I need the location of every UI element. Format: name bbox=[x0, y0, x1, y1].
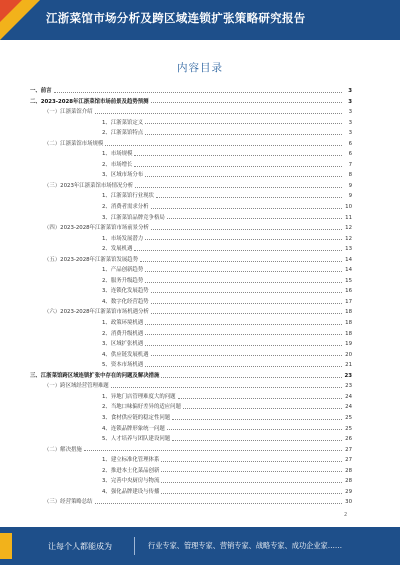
toc-entry-page: 27 bbox=[345, 457, 352, 464]
toc-entry[interactable] bbox=[30, 160, 352, 171]
toc-leader-dots bbox=[172, 440, 342, 441]
toc-entry-label: 1、建立标准化管理体系 bbox=[102, 457, 160, 464]
toc-entry-page: 3 bbox=[348, 130, 352, 137]
toc-leader-dots bbox=[145, 123, 342, 124]
toc-entry[interactable] bbox=[30, 118, 352, 129]
toc-leader-dots bbox=[145, 324, 342, 325]
toc-entry[interactable] bbox=[30, 191, 352, 202]
toc-entry-page: 6 bbox=[348, 151, 352, 158]
toc-leader-dots bbox=[134, 166, 342, 167]
toc-leader-dots bbox=[151, 102, 343, 103]
toc-leader-dots bbox=[145, 345, 342, 346]
toc-leader-dots bbox=[167, 218, 342, 219]
toc-entry[interactable] bbox=[30, 360, 352, 371]
toc-entry[interactable] bbox=[30, 170, 352, 181]
toc-leader-dots bbox=[134, 155, 342, 156]
toc-entry-label: （一）跨区域经营管理难题 bbox=[44, 383, 109, 390]
toc-leader-dots bbox=[54, 92, 342, 93]
toc-leader-dots bbox=[105, 145, 342, 146]
toc-entry-label: （三）经营策略总结 bbox=[44, 499, 93, 506]
toc-entry[interactable] bbox=[30, 107, 352, 118]
toc-entry[interactable] bbox=[30, 424, 352, 435]
toc-entry[interactable] bbox=[30, 329, 352, 340]
toc-entry[interactable] bbox=[30, 476, 352, 487]
toc-entry-label: 1、江浙菜馆行业现状 bbox=[102, 193, 154, 200]
toc-entry-page: 15 bbox=[345, 277, 352, 284]
toc-entry[interactable] bbox=[30, 318, 352, 329]
toc-heading: 内容目录 bbox=[177, 62, 223, 74]
toc-entry-label: 3、食材供应链的稳定性问题 bbox=[102, 414, 171, 421]
toc-entry-label: （六）2023-2028年江浙菜馆市场机遇分析 bbox=[44, 309, 149, 316]
toc-entry-label: 2、当地口味偏好差异的适应问题 bbox=[102, 404, 181, 411]
toc-entry[interactable] bbox=[30, 307, 352, 318]
toc-entry[interactable] bbox=[30, 276, 352, 287]
toc-leader-dots bbox=[84, 450, 342, 451]
toc-leader-dots bbox=[145, 271, 342, 272]
toc-leader-dots bbox=[111, 387, 342, 388]
toc-entry-page: 24 bbox=[345, 393, 352, 400]
toc-entry[interactable] bbox=[30, 487, 352, 498]
toc-entry-label: 3、江浙菜馆品牌竞争格局 bbox=[102, 214, 165, 221]
toc-entry[interactable] bbox=[30, 181, 352, 192]
toc-entry-label: 2、消费升级机遇 bbox=[102, 330, 144, 337]
toc-entry-label: 4、连锁品牌形象统一问题 bbox=[102, 425, 165, 432]
toc-entry[interactable] bbox=[30, 297, 352, 308]
toc-entry-label: 2、服务升级趋势 bbox=[102, 277, 144, 284]
toc-entry-page: 19 bbox=[345, 341, 352, 348]
toc-entry[interactable] bbox=[30, 255, 352, 266]
toc-leader-dots bbox=[156, 197, 342, 198]
toc-leader-dots bbox=[161, 482, 342, 483]
toc-leader-dots bbox=[151, 292, 342, 293]
toc-entry[interactable] bbox=[30, 223, 352, 234]
toc-entry-label: 1、异地门店管理难度大的问题 bbox=[102, 393, 176, 400]
toc-leader-dots bbox=[135, 187, 342, 188]
toc-entry-label: 1、市场发展潜力 bbox=[102, 235, 144, 242]
toc-entry-label: 1、市场规模 bbox=[102, 151, 133, 158]
toc-leader-dots bbox=[183, 408, 342, 409]
toc-entry-page: 7 bbox=[348, 161, 352, 168]
toc-entry-page: 3 bbox=[348, 109, 352, 116]
toc-entry-page: 30 bbox=[345, 499, 352, 506]
toc-entry-page: 23 bbox=[344, 372, 352, 379]
toc-leader-dots bbox=[145, 239, 342, 240]
toc-leader-dots bbox=[167, 429, 342, 430]
toc-entry[interactable] bbox=[30, 234, 352, 245]
toc-entry-page: 18 bbox=[345, 320, 352, 327]
toc-leader-dots bbox=[145, 366, 342, 367]
footer-slogan: 让每个人都能成为 bbox=[48, 542, 112, 551]
toc-entry-page: 3 bbox=[348, 98, 352, 105]
toc-entry[interactable] bbox=[30, 434, 352, 445]
toc-entry-label: 1、江浙菜馆定义 bbox=[102, 119, 144, 126]
footer-tagline: 行业专家、管理专家、营销专家、战略专家、成功企业家…… bbox=[148, 541, 343, 550]
toc-entry-page: 20 bbox=[345, 351, 352, 358]
toc-entry-label: 三、江浙菜馆跨区域连锁扩张中存在的问题及解决措施 bbox=[30, 372, 160, 379]
toc-entry-page: 25 bbox=[345, 414, 352, 421]
page-header bbox=[0, 0, 400, 40]
toc-entry-label: 5、资本市场机遇 bbox=[102, 362, 144, 369]
toc-entry[interactable] bbox=[30, 350, 352, 361]
toc-entry-page: 14 bbox=[345, 256, 352, 263]
toc-entry[interactable] bbox=[30, 139, 352, 150]
toc-entry-page: 17 bbox=[345, 298, 352, 305]
toc-entry-page: 28 bbox=[345, 478, 352, 485]
toc-entry-page: 9 bbox=[348, 182, 352, 189]
page-footer bbox=[0, 527, 400, 565]
toc-entry-page: 24 bbox=[345, 404, 352, 411]
toc-entry-label: 2、消费者需求分析 bbox=[102, 204, 149, 211]
toc-entry-label: （五）2023-2028年江浙菜馆发展趋势 bbox=[44, 256, 139, 263]
toc-entry[interactable] bbox=[30, 86, 352, 97]
toc-entry[interactable] bbox=[30, 202, 352, 213]
footer-divider bbox=[134, 537, 135, 555]
toc-entry-page: 23 bbox=[345, 383, 352, 390]
toc-leader-dots bbox=[151, 229, 342, 230]
toc-entry-label: 2、市场增长 bbox=[102, 161, 133, 168]
toc-entry-label: 2、推进本土化菜品创新 bbox=[102, 467, 160, 474]
page-number: 2 bbox=[344, 512, 348, 518]
toc-leader-dots bbox=[161, 471, 342, 472]
toc-entry-page: 8 bbox=[348, 172, 352, 179]
toc-leader-dots bbox=[140, 261, 342, 262]
footer-accent-bar bbox=[0, 533, 12, 559]
toc-entry-page: 12 bbox=[345, 235, 352, 242]
toc-entry-page: 16 bbox=[345, 288, 352, 295]
toc-entry-label: （二）江浙菜馆市场规模 bbox=[44, 140, 104, 147]
toc-entry[interactable] bbox=[30, 392, 352, 403]
toc-entry-page: 3 bbox=[348, 88, 352, 94]
toc-entry-page: 11 bbox=[345, 214, 352, 221]
toc-entry[interactable] bbox=[30, 413, 352, 424]
toc-entry[interactable] bbox=[30, 455, 352, 466]
toc-entry-page: 13 bbox=[345, 246, 352, 253]
toc-entry[interactable] bbox=[30, 286, 352, 297]
toc-leader-dots bbox=[161, 377, 342, 378]
toc-leader-dots bbox=[95, 113, 342, 114]
toc-entry[interactable] bbox=[30, 213, 352, 224]
toc-entry-label: 1、政策环境机遇 bbox=[102, 320, 144, 327]
toc-entry-page: 18 bbox=[345, 330, 352, 337]
toc-entry-page: 10 bbox=[345, 204, 352, 211]
toc-entry-label: 3、完善中央厨房与物流 bbox=[102, 478, 160, 485]
toc-entry-page: 9 bbox=[348, 193, 352, 200]
toc-entry[interactable] bbox=[30, 402, 352, 413]
toc-leader-dots bbox=[161, 493, 342, 494]
toc-entry-label: 3、区域扩张机遇 bbox=[102, 341, 144, 348]
toc-leader-dots bbox=[151, 208, 342, 209]
toc-entry-label: 5、人才培养与团队建设问题 bbox=[102, 436, 171, 443]
toc-entry-page: 27 bbox=[345, 446, 352, 453]
toc-leader-dots bbox=[151, 355, 342, 356]
toc-entry[interactable] bbox=[30, 265, 352, 276]
toc-entry-page: 14 bbox=[345, 267, 352, 274]
toc-entry[interactable] bbox=[30, 466, 352, 477]
toc-entry-label: （一）江浙菜馆介绍 bbox=[44, 109, 93, 116]
toc-entry-label: 2、江浙菜馆特点 bbox=[102, 130, 144, 137]
toc-entry-label: 3、连锁化发展趋势 bbox=[102, 288, 149, 295]
toc-leader-dots bbox=[95, 503, 342, 504]
toc-entry[interactable] bbox=[30, 497, 352, 508]
toc-leader-dots bbox=[145, 282, 342, 283]
toc-entry[interactable] bbox=[30, 339, 352, 350]
toc-leader-dots bbox=[145, 134, 342, 135]
toc-leader-dots bbox=[172, 419, 342, 420]
toc-entry-page: 3 bbox=[348, 119, 352, 126]
toc-entry-label: 1、产品创新趋势 bbox=[102, 267, 144, 274]
toc-entry[interactable] bbox=[30, 371, 352, 382]
toc-leader-dots bbox=[151, 313, 342, 314]
toc-entry-page: 18 bbox=[345, 309, 352, 316]
toc-leader-dots bbox=[151, 303, 342, 304]
toc-entry-page: 12 bbox=[345, 225, 352, 232]
toc-entry-page: 26 bbox=[345, 436, 352, 443]
toc-entry-label: 4、数字化经营趋势 bbox=[102, 298, 149, 305]
toc-entry-label: 3、区域市场分布 bbox=[102, 172, 144, 179]
header-accent-shape-red bbox=[0, 0, 22, 22]
report-title: 江浙菜馆市场分析及跨区域连锁扩张策略研究报告 bbox=[46, 11, 306, 25]
toc-leader-dots bbox=[145, 334, 342, 335]
toc-entry-page: 25 bbox=[345, 425, 352, 432]
toc-entry-label: 4、强化品牌建设与传播 bbox=[102, 488, 160, 495]
toc-leader-dots bbox=[178, 398, 342, 399]
toc-entry-label: （三）2023年江浙菜馆市场情况分析 bbox=[44, 182, 134, 189]
toc-entry-label: 一、前言 bbox=[30, 88, 52, 94]
toc-entry-label: （二）解决措施 bbox=[44, 446, 82, 453]
toc-leader-dots bbox=[134, 250, 342, 251]
toc-entry-page: 21 bbox=[345, 362, 352, 369]
toc-entry-page: 28 bbox=[345, 467, 352, 474]
toc-entry-label: 2、发展机遇 bbox=[102, 246, 133, 253]
toc-entry-label: 二、2023-2028年江浙菜馆市场前景及趋势预测 bbox=[30, 98, 149, 105]
toc-leader-dots bbox=[161, 461, 342, 462]
toc-entry[interactable] bbox=[30, 445, 352, 456]
toc-entry-label: 4、供应链发展机遇 bbox=[102, 351, 149, 358]
toc-entry[interactable] bbox=[30, 97, 352, 108]
toc-entry[interactable] bbox=[30, 381, 352, 392]
toc-entry-page: 29 bbox=[345, 488, 352, 495]
toc-entry[interactable] bbox=[30, 128, 352, 139]
toc-entry[interactable] bbox=[30, 244, 352, 255]
toc-entry[interactable] bbox=[30, 149, 352, 160]
toc-entry-label: （四）2023-2028年江浙菜馆市场前景分析 bbox=[44, 225, 149, 232]
toc-leader-dots bbox=[145, 176, 342, 177]
toc-entry-page: 6 bbox=[348, 140, 352, 147]
table-of-contents bbox=[30, 86, 352, 508]
